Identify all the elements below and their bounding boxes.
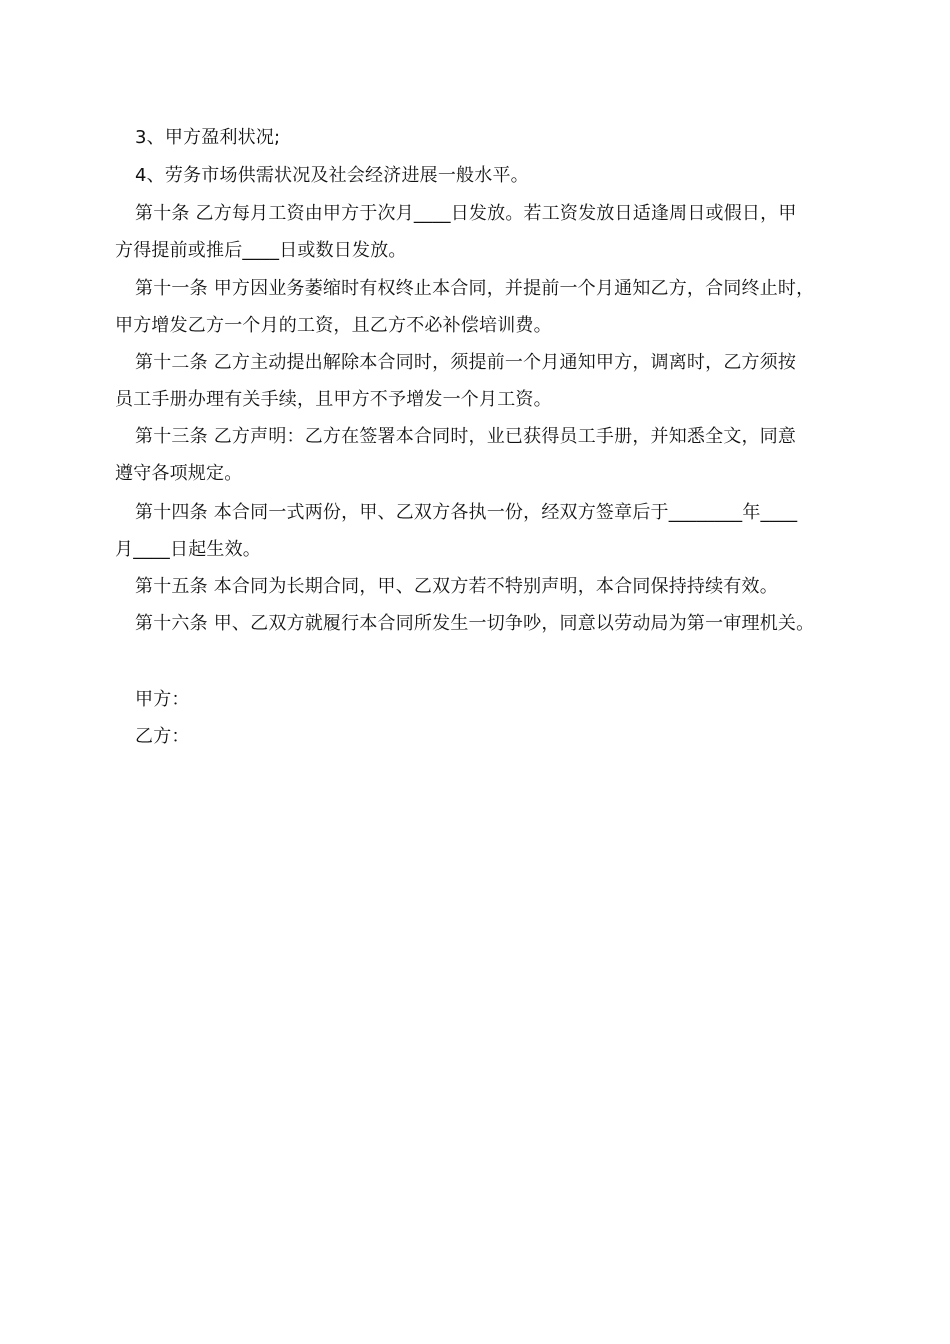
- article-12-line-1: 第十二条 乙方主动提出解除本合同时，须提前一个月通知甲方，调离时，乙方须按: [135, 352, 797, 373]
- article-14-line-1: 第十四条 本合同一式两份，甲、乙双方各执一份，经双方签章后于________年____: [135, 502, 798, 523]
- article-11-line-2: 甲方增发乙方一个月的工资，且乙方不必补偿培训费。: [115, 315, 552, 336]
- party-a-signature-label: 甲方：: [135, 689, 190, 710]
- article-15: 第十五条 本合同为长期合同，甲、乙双方若不特别声明，本合同保持持续有效。: [135, 576, 778, 597]
- article-10-line-1: 第十条 乙方每月工资由甲方于次月____日发放。若工资发放日适逢周日或假日，甲: [135, 203, 797, 224]
- article-14-line-2: 月____日起生效。: [115, 539, 261, 560]
- article-10-line-2: 方得提前或推后____日或数日发放。: [115, 240, 407, 261]
- article-11-line-1: 第十一条 甲方因业务萎缩时有权终止本合同，并提前一个月通知乙方，合同终止时，: [135, 278, 815, 299]
- article-12-line-2: 员工手册办理有关手续，且甲方不予增发一个月工资。: [115, 389, 552, 410]
- article-16: 第十六条 甲、乙双方就履行本合同所发生一切争吵，同意以劳动局为第一审理机关。: [135, 613, 815, 634]
- clause-3-profit: 3、甲方盈利状况;: [135, 127, 281, 148]
- article-13-line-1: 第十三条 乙方声明：乙方在签署本合同时，业已获得员工手册，并知悉全文，同意: [135, 426, 797, 447]
- clause-4-labor-market: 4、劳务市场供需状况及社会经济进展一般水平。: [135, 165, 529, 186]
- party-b-signature-label: 乙方：: [135, 726, 190, 747]
- article-13-line-2: 遵守各项规定。: [115, 463, 243, 484]
